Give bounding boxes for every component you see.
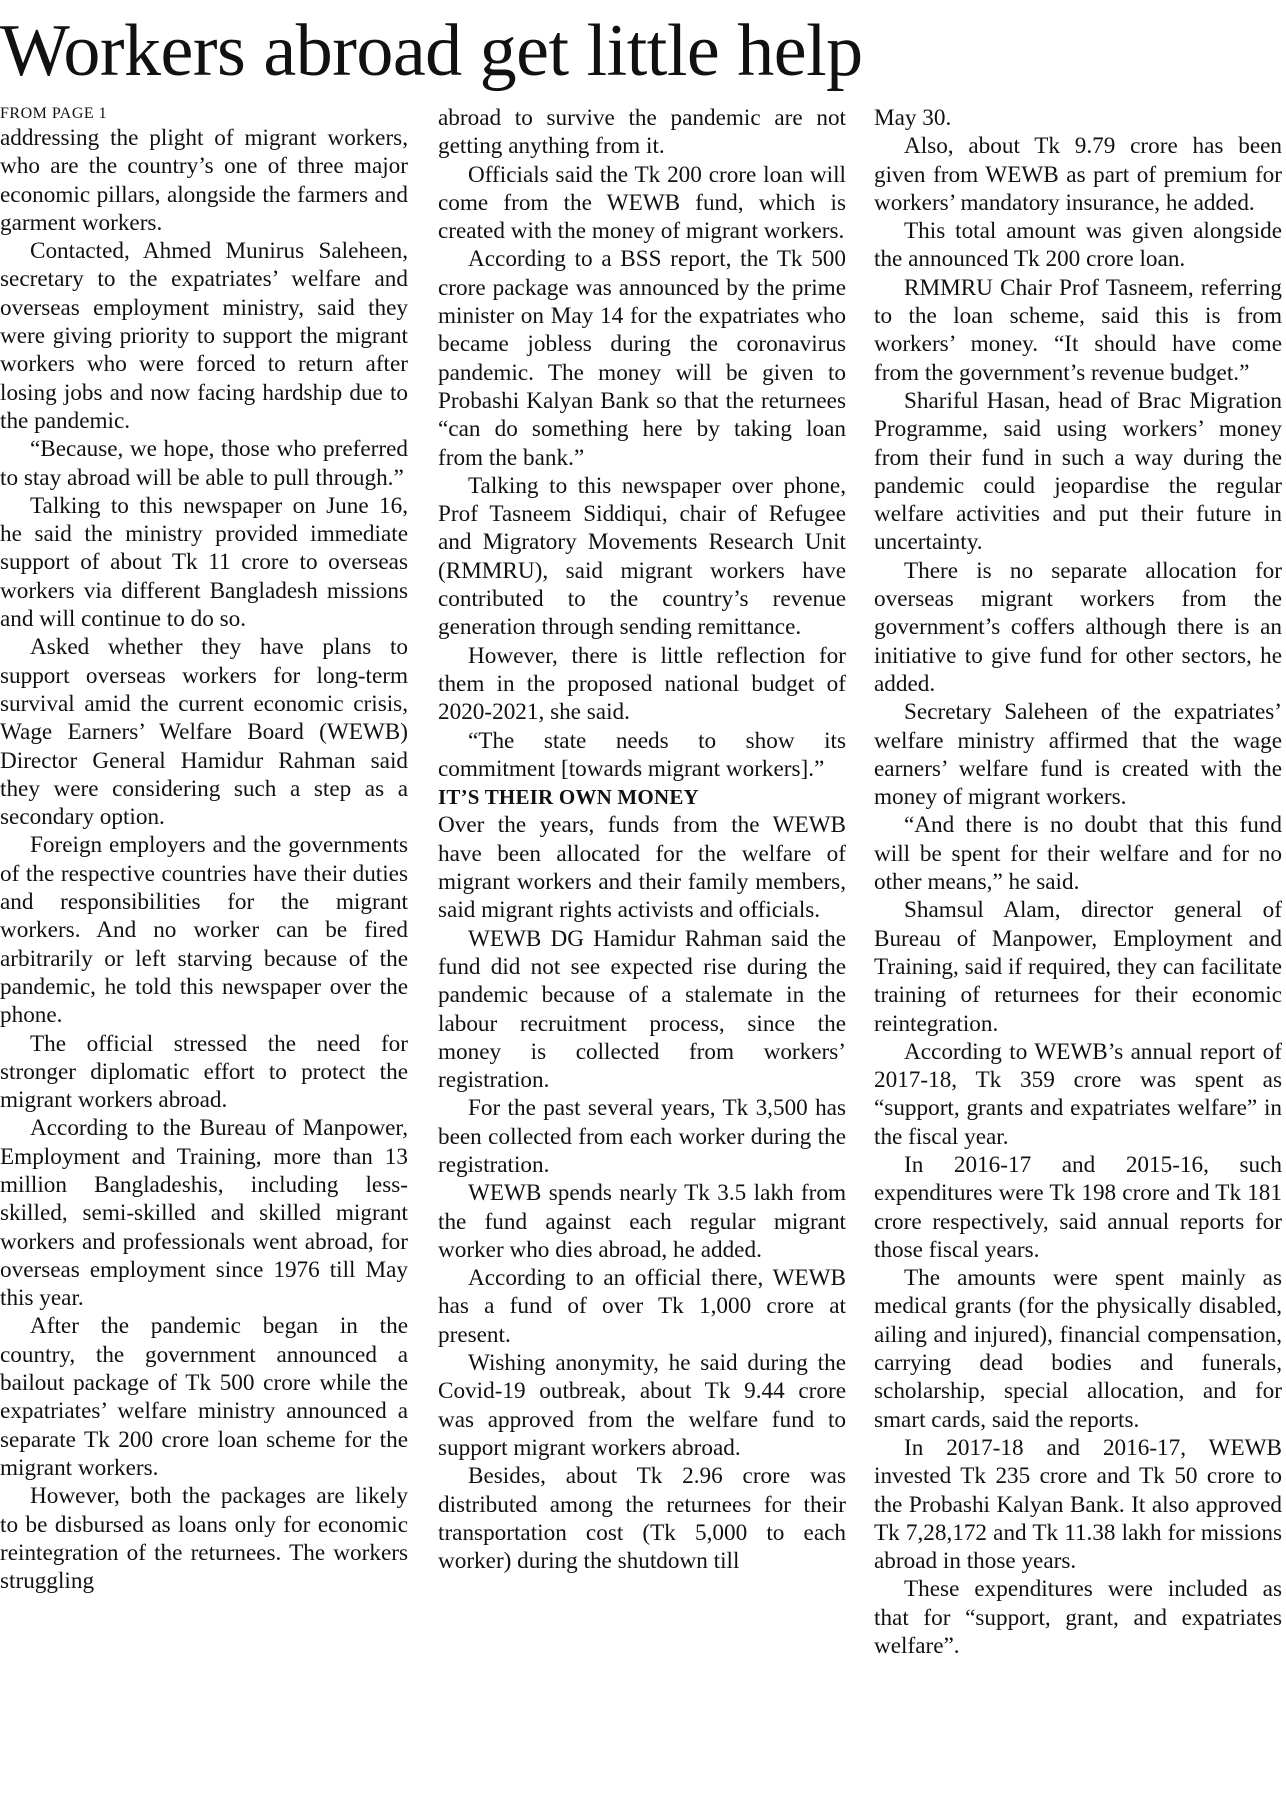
paragraph: May 30.: [874, 105, 952, 131]
paragraph: Officials said the Tk 200 crore loan will come from the WEWB fund, which is created with the money of migrant workers.: [438, 161, 846, 245]
paragraph: These expenditures were included as that for “support, grant, and expatriates welfare”.: [874, 1576, 1282, 1660]
paragraph: For the past several years, Tk 3,500 has been collected from each worker during the registration.: [438, 1095, 846, 1178]
paragraph: In 2017-18 and 2016-17, WEWB invested Tk 235 crore and Tk 50 crore to the Probashi Kalyan Bank. It also approved Tk 7,28,172 and Tk 11.38 lakh for missions abroad in those years.: [874, 1434, 1282, 1575]
paragraph: abroad to survive the pandemic are not getting anything from it.: [438, 105, 846, 160]
paragraph: Secretary Saleheen of the expatriates’ welfare ministry affirmed that the wage earners’ welfare fund is created with the money of migrant workers.: [874, 699, 1282, 811]
paragraph: Besides, about Tk 2.96 crore was distributed among the returnees for their transportation cost (Tk 5,000 to each worker) during the shutdown till: [438, 1463, 846, 1575]
paragraph: The amounts were spent mainly as medical grants (for the physically disabled, ailing and injured), financial compensation, carrying dead bodies and funerals, scholarship, special allocation, and for smart cards, said the reports.: [874, 1265, 1282, 1433]
column-1: [0, 104, 408, 1794]
paragraph: However, there is little reflection for them in the proposed national budget of 2020-2021, she said.: [438, 642, 846, 726]
from-page-label: FROM PAGE 1: [0, 105, 108, 122]
paragraph: Wishing anonymity, he said during the Covid-19 outbreak, about Tk 9.44 crore was approved from the welfare fund to support migrant workers abroad.: [438, 1350, 846, 1461]
paragraph: Contacted, Ahmed Munirus Saleheen, secretary to the expatriates’ welfare and overseas employment ministry, said they were giving priority to support the migrant workers who were forced to return after losing jobs and now facing hardship due to the pandemic.: [0, 238, 408, 434]
paragraph: Shamsul Alam, director general of Bureau of Manpower, Employment and Training, said if required, they can facilitate training of returnees for their economic reintegration.: [874, 897, 1282, 1037]
paragraph: According to an official there, WEWB has a fund of over Tk 1,000 crore at present.: [438, 1265, 846, 1348]
paragraph: According to WEWB’s annual report of 2017-18, Tk 359 crore was spent as “support, grants and expatriates welfare” in the fiscal year.: [874, 1038, 1282, 1150]
paragraph: WEWB spends nearly Tk 3.5 lakh from the fund against each regular migrant worker who dies abroad, he added.: [438, 1180, 846, 1263]
paragraph: Talking to this newspaper over phone, Prof Tasneem Siddiqui, chair of Refugee and Migratory Movements Research Unit (RMMRU), said migrant workers have contributed to the country’s revenue generation through sending remittance.: [438, 472, 846, 641]
paragraph: According to a BSS report, the Tk 500 crore package was announced by the prime minister on May 14 for the expatriates who became jobless during the coronavirus pandemic. The money will be given to Probashi Kalyan Bank so that the returnees “can do something here by taking loan from the bank.”: [438, 246, 846, 471]
paragraph: In 2016-17 and 2015-16, such expenditures were Tk 198 crore and Tk 181 crore respectively, said annual reports for those fiscal years.: [874, 1151, 1282, 1263]
paragraph: WEWB DG Hamidur Rahman said the fund did not see expected rise during the pandemic because of a stalemate in the labour recruitment process, since the money is collected from workers’ registration.: [438, 925, 846, 1094]
paragraph: “The state needs to show its commitment [towards migrant workers].”: [438, 727, 846, 782]
paragraph: However, both the packages are likely to be disbursed as loans only for economic reintegration of the returnees. The workers struggling: [0, 1483, 408, 1595]
paragraph: “Because, we hope, those who preferred to stay abroad will be able to pull through.”: [0, 436, 408, 491]
headline: Workers abroad get little help: [0, 10, 863, 92]
paragraph: RMMRU Chair Prof Tasneem, referring to the loan scheme, said this is from workers’ money. “It should have come from the government’s revenue budget.”: [874, 274, 1282, 386]
paragraph: Shariful Hasan, head of Brac Migration Programme, said using workers’ money from their fund in such a way during the pandemic could jeopardise the regular welfare activities and put their future in uncertainty.: [874, 387, 1282, 556]
paragraph: Over the years, funds from the WEWB have been allocated for the welfare of migrant workers and their family members, said migrant rights activists and officials.: [438, 812, 846, 924]
paragraph: The official stressed the need for stronger diplomatic effort to protect the migrant workers abroad.: [0, 1030, 408, 1114]
paragraph: This total amount was given alongside the announced Tk 200 crore loan.: [874, 218, 1282, 273]
paragraph: After the pandemic began in the country, the government announced a bailout package of Tk 500 crore while the expatriates’ welfare ministry announced a separate Tk 200 crore loan scheme for the migrant workers.: [0, 1313, 408, 1481]
subheading: IT’S THEIR OWN MONEY: [438, 785, 699, 810]
paragraph: According to the Bureau of Manpower, Employment and Training, more than 13 million Bangladeshis, including less-skilled, semi-skilled and skilled migrant workers and professionals went abroad, for overseas employment since 1976 till May this year.: [0, 1115, 408, 1312]
paragraph: “And there is no doubt that this fund will be spent for their welfare and for no other means,” he said.: [874, 812, 1282, 896]
paragraph: Also, about Tk 9.79 crore has been given from WEWB as part of premium for workers’ mandatory insurance, he added.: [874, 133, 1282, 216]
paragraph: addressing the plight of migrant workers, who are the country’s one of three major economic pillars, alongside the farmers and garment workers.: [0, 125, 408, 236]
article-columns: [0, 104, 1286, 1794]
paragraph: Asked whether they have plans to support overseas workers for long-term survival amid the current economic crisis, Wage Earners’ Welfare Board (WEWB) Director General Hamidur Rahman said they were considering such a step as a secondary option.: [0, 634, 408, 831]
column-2: [438, 104, 846, 1794]
column-3: [874, 104, 1282, 1794]
paragraph: Talking to this newspaper on June 16, he said the ministry provided immediate support of about Tk 11 crore to overseas workers via different Bangladesh missions and will continue to do so.: [0, 492, 408, 633]
paragraph: There is no separate allocation for overseas migrant workers from the government’s coffers although there is an initiative to give fund for other sectors, he added.: [874, 557, 1282, 697]
paragraph: Foreign employers and the governments of the respective countries have their duties and responsibilities for the migrant workers. And no worker can be fired arbitrarily or left starving because of the pandemic, he told this newspaper over the phone.: [0, 832, 408, 1029]
